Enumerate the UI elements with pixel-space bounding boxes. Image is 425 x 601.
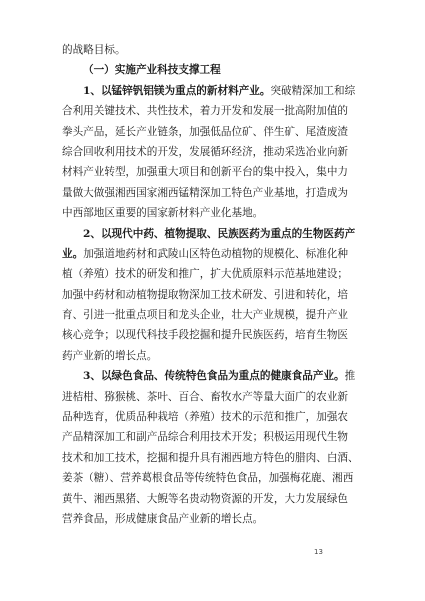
line-text: 的战略目标。 [62,44,126,56]
line-text: 技术和加工技术，挖掘和提升具有湘西地方特色的腊肉、白酒、 [62,451,359,464]
bold-lead-text: 1、以锰锌钒铝镁为重点的新材料产业。 [83,84,271,97]
line-text: 合利用关键技术、共性技术，着力开发和发展一批高附加值的 [62,105,349,118]
line-text: 植（养殖）技术的研发和推广，扩大优质原料示范基地建设； [62,268,349,281]
paragraph-line [62,489,366,509]
line-text: 加强中药材和动植物提取物深加工技术研发、引进和转化，培 [62,288,349,301]
line-text: 进桔柑、猕猴桃、茶叶、百合、畜牧水产等量大面广的农业新 [62,390,349,403]
line-text: 姜茶（糖）、营养葛根食品等传统特色食品，加强梅花鹿、湘西 [62,472,354,485]
line-text: 突破精深加工和综 [270,84,356,97]
paragraph-line [62,244,366,264]
bold-lead-text: 3、以绿色食品、传统特色食品为重点的健康食品产业。 [83,370,345,383]
line-text: 营养食品，形成健康食品产业新的增长点。 [62,512,264,525]
bold-lead-text: 业。 [62,247,84,260]
line-text: （一）实施产业科技支撑工程 [83,64,221,77]
line-text: 产品精深加工和副产品综合利用技术开发；积极运用现代生物 [62,431,349,444]
paragraph-line [62,427,366,447]
line-text: 材料产业转型，加强重大项目和创新平台的集中投入，集中力 [62,166,349,179]
paragraph-line [62,122,366,142]
page-number: 13 [314,548,323,556]
line-text: 推 [344,370,356,383]
line-text: 育、引进一批重点项目和龙头企业，壮大产业规模，提升产业 [62,309,349,322]
paragraph-line [62,387,366,407]
paragraph-line [62,60,366,80]
paragraph-line [62,468,366,488]
paragraph-line [62,40,366,60]
paragraph-line [62,366,366,386]
paragraph-line [62,224,366,244]
paragraph-line [62,285,366,305]
paragraph-line [62,142,366,162]
line-text: 药产业新的增长点。 [62,349,158,362]
document-body [62,40,366,529]
paragraph-line [62,509,366,529]
line-text: 综合回收利用技术的开发，发展循环经济，推动采选冶业向新 [62,145,349,158]
paragraph-line [62,264,366,284]
paragraph-line [62,183,366,203]
line-text: 核心竞争；以现代科技手段挖掘和提升民族医药，培育生物医 [62,329,349,342]
paragraph-line [62,325,366,345]
paragraph-line [62,81,366,101]
line-text: 拳头产品，延长产业链条，加强低品位矿、伴生矿、尾渣废渣 [62,125,349,138]
bold-lead-text: 2、以现代中药、植物提取、民族医药为重点的生物医药产 [83,227,356,240]
paragraph-line [62,407,366,427]
line-text: 量做大做强湘西国家湘西锰精深加工特色产业基地，打造成为 [62,186,349,199]
paragraph-line [62,162,366,182]
line-text: 中西部地区重要的国家新材料产业化基地。 [62,207,264,220]
paragraph-line [62,346,366,366]
paragraph-line [62,448,366,468]
line-text: 品种选育，优质品种栽培（养殖）技术的示范和推广，加强农 [62,411,349,424]
paragraph-line [62,203,366,223]
paragraph-line [62,305,366,325]
paragraph-line [62,101,366,121]
line-text: 加强道地药材和武陵山区特色动植物的规模化、标准化种 [83,247,349,260]
line-text: 黄牛、湘西黑猪、大鲵等名贵动物资源的开发，大力发展绿色 [62,492,349,505]
